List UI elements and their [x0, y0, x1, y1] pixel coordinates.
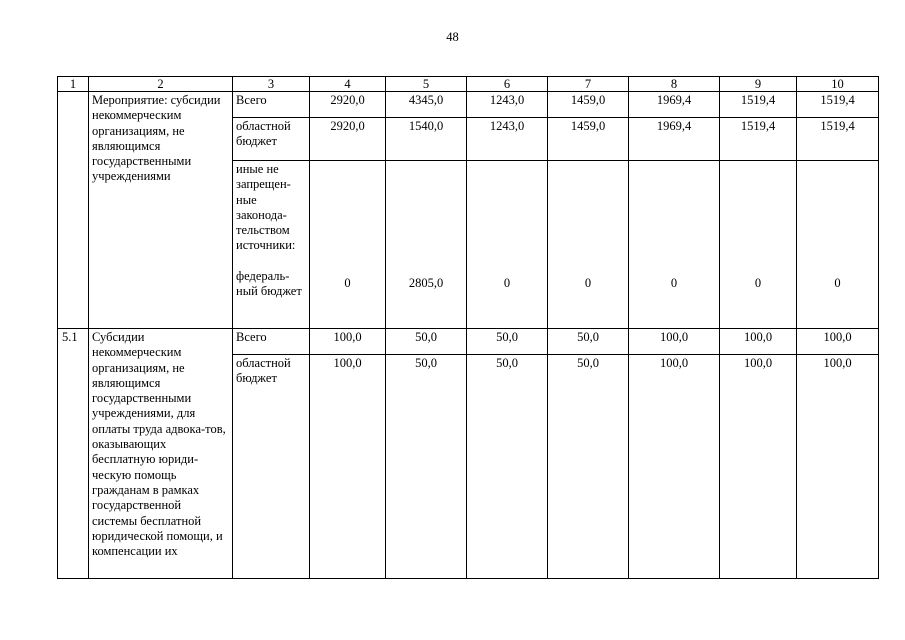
header-cell: 5 [386, 77, 467, 92]
header-cell: 7 [548, 77, 629, 92]
value-cell: 0 [720, 161, 797, 329]
value-cell: 0 [548, 161, 629, 329]
funding-source: Всего [233, 92, 310, 118]
value-cell: 100,0 [797, 355, 879, 579]
value-cell: 1969,4 [629, 92, 720, 118]
row-number [58, 92, 89, 329]
header-cell: 9 [720, 77, 797, 92]
value-cell: 0 [797, 161, 879, 329]
header-cell: 3 [233, 77, 310, 92]
funding-source: областной бюджет [233, 355, 310, 579]
other-sources-label: иные не запрещен-ные законода-тельством источники: [236, 162, 296, 253]
page-number: 48 [446, 30, 459, 44]
header-cell: 4 [310, 77, 386, 92]
federal-budget-label: федераль-ный бюджет [236, 268, 302, 299]
value-cell: 50,0 [386, 355, 467, 579]
value-cell: 0 [629, 161, 720, 329]
value-cell: 1243,0 [467, 118, 548, 161]
value-cell: 0 [467, 161, 548, 329]
header-cell: 6 [467, 77, 548, 92]
value-cell: 2805,0 [386, 161, 467, 329]
value-cell: 50,0 [386, 329, 467, 355]
value-cell: 1519,4 [720, 92, 797, 118]
value-cell: 1243,0 [467, 92, 548, 118]
funding-source: областной бюджет [233, 118, 310, 161]
value-cell: 2920,0 [310, 118, 386, 161]
value-cell: 100,0 [720, 329, 797, 355]
value-cell: 1519,4 [797, 92, 879, 118]
header-cell: 10 [797, 77, 879, 92]
value-cell: 100,0 [629, 355, 720, 579]
value-cell: 50,0 [548, 329, 629, 355]
header-cell: 2 [89, 77, 233, 92]
measure-description: Субсидии некоммерческим организациям, не являющимся государственными учреждениями, для оплаты труда адвока-тов, оказывающих бесплатную юриди-ческую помощь гражданам в рамках государственной системы бесплатной юридической помощи, и компенсации их [89, 329, 233, 579]
funding-source-other [233, 161, 310, 329]
value-cell: 100,0 [629, 329, 720, 355]
value-cell: 0 [310, 161, 386, 329]
measure-description: Мероприятие: субсидии некоммерческим организациям, не являющимся государственными учреждениями [89, 92, 233, 329]
value-cell: 1459,0 [548, 92, 629, 118]
value-cell: 50,0 [467, 355, 548, 579]
table-row [58, 329, 879, 355]
header-cell: 1 [58, 77, 89, 92]
value-cell: 100,0 [310, 355, 386, 579]
value-cell: 1519,4 [797, 118, 879, 161]
value-cell: 1969,4 [629, 118, 720, 161]
budget-table [57, 76, 879, 579]
header-row [58, 77, 879, 92]
value-cell: 4345,0 [386, 92, 467, 118]
row-number: 5.1 [58, 329, 89, 579]
value-cell: 1519,4 [720, 118, 797, 161]
value-cell: 100,0 [310, 329, 386, 355]
value-cell: 50,0 [548, 355, 629, 579]
value-cell: 100,0 [797, 329, 879, 355]
value-cell: 50,0 [467, 329, 548, 355]
value-cell: 1540,0 [386, 118, 467, 161]
header-cell: 8 [629, 77, 720, 92]
value-cell: 1459,0 [548, 118, 629, 161]
value-cell: 2920,0 [310, 92, 386, 118]
funding-source: Всего [233, 329, 310, 355]
table-row [58, 92, 879, 118]
value-cell: 100,0 [720, 355, 797, 579]
